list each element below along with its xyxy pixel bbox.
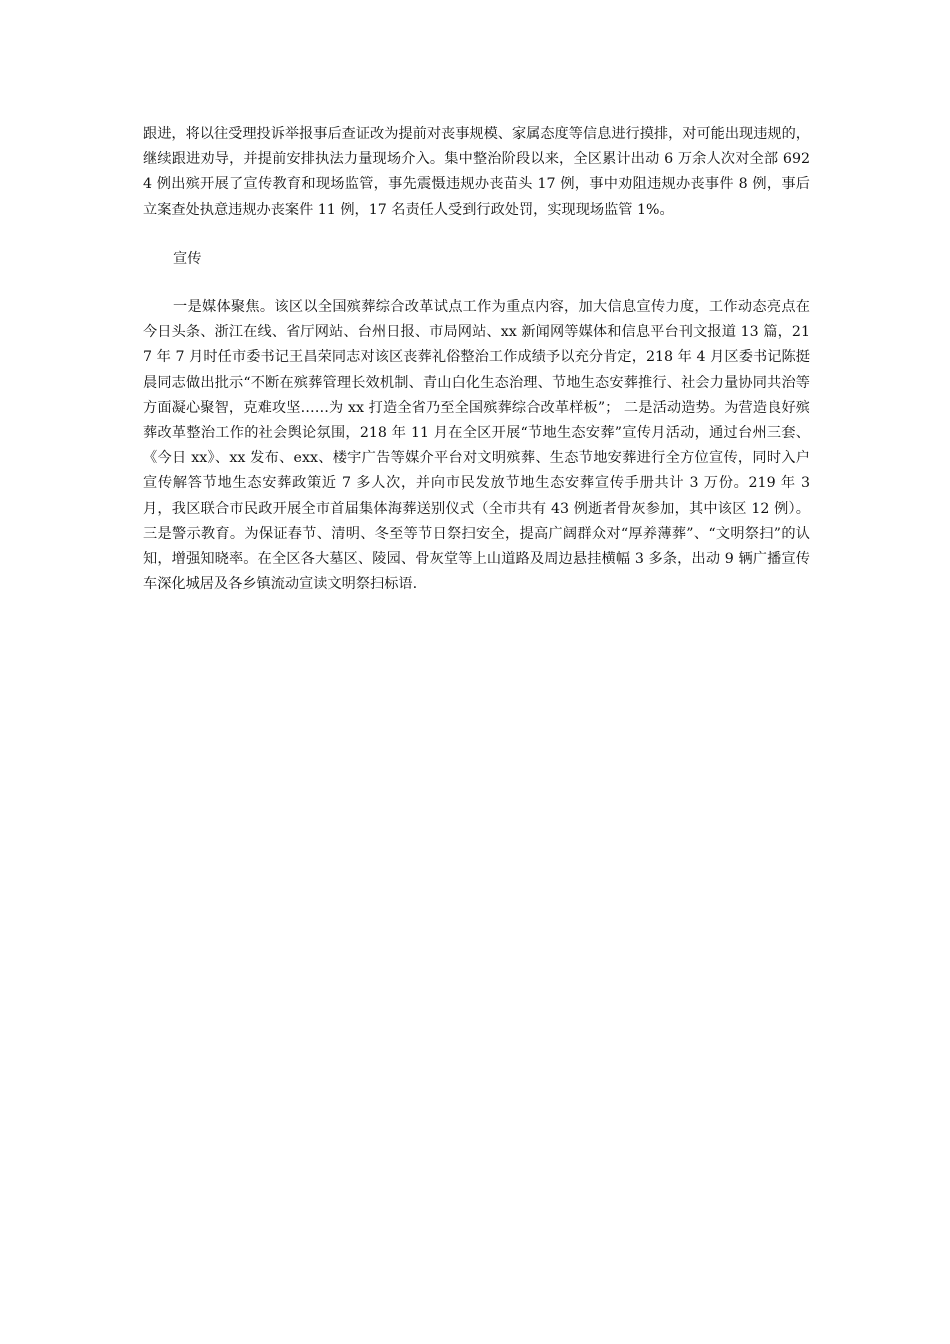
document-page [143,122,810,597]
paragraph-publicity: 一是媒体聚焦。该区以全国殡葬综合改革试点工作为重点内容，加大信息宣传力度，工作动态亮点在今日头条、浙江在线、省厅网站、台州日报、市局网站、xx 新闻网等媒体和信息平台刊文报道 13 篇，217 年 7 月时任市委书记王昌荣同志对该区丧葬礼俗整治工作成绩予以充分肯定，218 年 4 月区委书记陈挺晨同志做出批示“不断在殡葬管理长效机制、青山白化生态治理、节地生态安葬推行、社会力量协同共治等方面凝心聚智，克难攻坚……为 xx 打造全省乃至全国殡葬综合改革样板”； 二是活动造势。为营造良好殡葬改革整治工作的社会舆论氛围，218 年 11 月在全区开展“节地生态安葬”宣传月活动，通过台州三套、《今日 xx》、xx 发布、exx、楼宇广告等媒介平台对文明殡葬、生态节地安葬进行全方位宣传，同时入户宣传解答节地生态安葬政策近 7 多人次，并向市民发放节地生态安葬宣传手册共计 3 万份。219 年 3 月，我区联合市民政开展全市首届集体海葬送别仪式（全市共有 43 例逝者骨灰参加，其中该区 12 例）。三是警示教育。为保证春节、清明、冬至等节日祭扫安全，提高广阔群众对“厚养薄葬”、“文明祭扫”的认知，增强知晓率。在全区各大墓区、陵园、骨灰堂等上山道路及周边悬挂横幅 3 多条，出动 9 辆广播宣传车深化城居及各乡镇流动宣读文明祭扫标语. [143,299,810,593]
section-heading: 宣传 [173,250,202,267]
paragraph-supervision: 跟进，将以往受理投诉举报事后查证改为提前对丧事规模、家属态度等信息进行摸排，对可能出现违规的，继续跟进劝导，并提前安排执法力量现场介入。集中整治阶段以来，全区累计出动 6 万余人次对全部 6924 例出殡开展了宣传教育和现场监管，事先震慑违规办丧苗头 17 例，事中劝阻违规办丧事件 8 例，事后立案查处执意违规办丧案件 11 例，17 名责任人受到行政处罚，实现现场监管 1%。 [143,126,810,218]
